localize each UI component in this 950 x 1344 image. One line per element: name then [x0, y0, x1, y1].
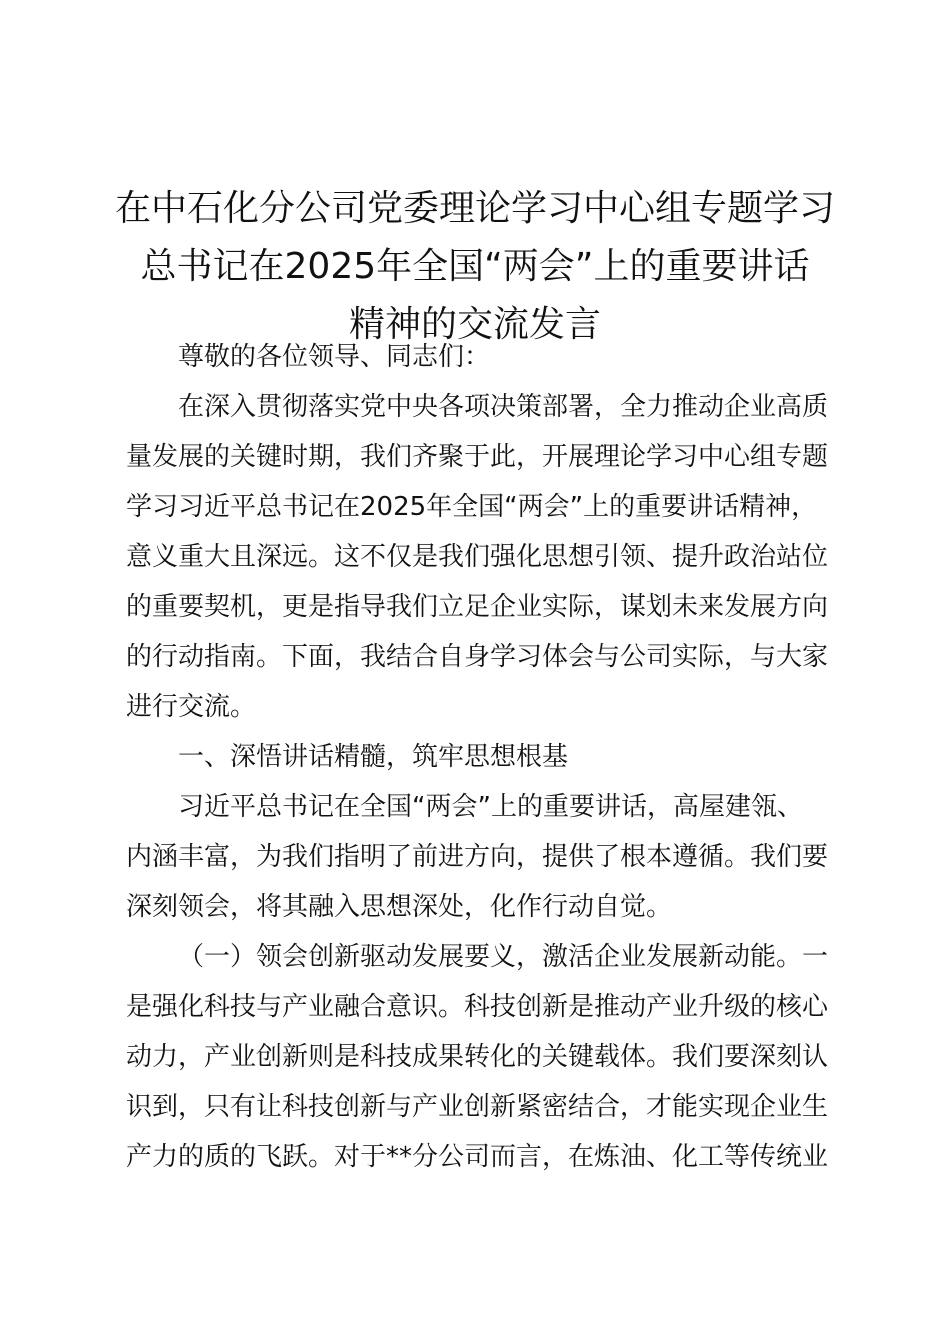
document-title	[110, 180, 840, 354]
text-line: 量发展的关键时期，我们齐聚于此，开展理论学习中心组专题	[126, 442, 829, 472]
text-line: 动力，产业创新则是科技成果转化的关键载体。我们要深刻认	[126, 1042, 829, 1072]
section-heading	[126, 732, 838, 782]
document-body	[126, 332, 838, 1182]
text-line: 深刻领会，将其融入思想深处，化作行动自觉。	[126, 892, 673, 922]
text-line: 是强化科技与产业融合意识。科技创新是推动产业升级的核心	[126, 992, 829, 1022]
text-line: （一）领会创新驱动发展要义，激活企业发展新动能。一	[178, 942, 829, 972]
title-line: 总书记在2025年全国“两会”上的重要讲话	[140, 246, 810, 287]
text-line: 一、深悟讲话精髓，筑牢思想根基	[178, 742, 569, 772]
paragraph-subsection-one	[126, 932, 838, 1182]
text-line: 内涵丰富，为我们指明了前进方向，提供了根本遵循。我们要	[126, 842, 829, 872]
text-line: 学习习近平总书记在2025年全国“两会”上的重要讲话精神，	[126, 492, 818, 522]
text-line: 进行交流。	[126, 692, 257, 722]
title-line: 精神的交流发言	[348, 304, 601, 345]
text-line: 的重要契机，更是指导我们立足企业实际，谋划未来发展方向	[126, 592, 829, 622]
salutation	[126, 332, 838, 382]
paragraph-section-one	[126, 782, 838, 932]
text-line: 的行动指南。下面，我结合自身学习体会与公司实际，与大家	[126, 642, 829, 672]
text-line: 尊敬的各位领导、同志们：	[178, 342, 491, 372]
title-line: 在中石化分公司党委理论学习中心组专题学习	[114, 188, 835, 229]
text-line: 在深入贯彻落实党中央各项决策部署，全力推动企业高质	[178, 392, 829, 422]
text-line: 习近平总书记在全国“两会”上的重要讲话，高屋建瓴、	[178, 792, 803, 822]
text-line: 识到，只有让科技创新与产业创新紧密结合，才能实现企业生	[126, 1092, 829, 1122]
text-line: 意义重大且深远。这不仅是我们强化思想引领、提升政治站位	[126, 542, 829, 572]
paragraph-intro	[126, 382, 838, 732]
text-line: 产力的质的飞跃。对于**分公司而言，在炼油、化工等传统业	[126, 1142, 829, 1172]
